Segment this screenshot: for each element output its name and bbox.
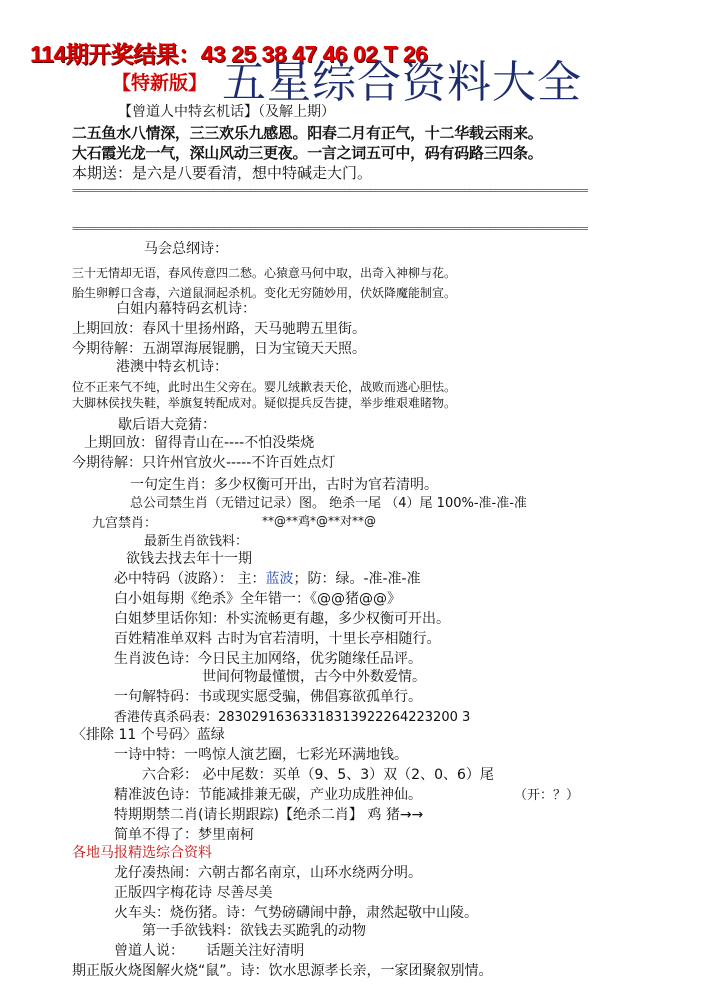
draw-result: 114期开奖结果：43 25 38 47 46 02 T 26 (30, 41, 428, 67)
text-line: 简单不得了：梦里南柯 (114, 827, 254, 843)
highlight-text: 蓝波 (265, 571, 294, 587)
text-line: 火车头：烧伤猪。诗：气势磅礴闹中静，肃然起敬中山陵。 (114, 905, 478, 921)
text-line: 一句解特码：书或现实愿受骗，佛倡寡欲孤单行。 (114, 689, 422, 705)
text-line: 精准波色诗：节能减排兼无碳，产业功成胜神仙。 (114, 787, 422, 803)
poem-line: 二五鱼水八情深，三三欢乐九感恩。阳春二月有正气，十二华载云雨来。 (72, 124, 543, 142)
poem-line: 今期待解：五湖罩海展锟鹏，日为宝镜天天照。 (72, 341, 366, 357)
section-heading: 白姐内幕特码玄机诗： (116, 301, 256, 317)
text-line: 总公司禁生肖（无错过记录）图。 绝杀一尾 （4）尾 100%-准-准-准 (130, 496, 527, 511)
poem-line: 上期回放：留得青山在----不怕没柴烧 (84, 435, 315, 451)
text-line: 期正版火烧图解火烧“鼠”。诗：饮水思源孝长亲，一家团聚叙别情。 (72, 963, 493, 979)
section-heading: 歇后语大竞猜： (118, 417, 216, 433)
section-heading: 各地马报精选综合资料 (72, 845, 212, 861)
text-line: 九宫禁肖： (92, 516, 158, 531)
page-title: 五星综合资料大全 (222, 57, 582, 108)
section-heading: 最新生肖欲钱料： (144, 534, 249, 549)
poem-line: 本期送：是六是八要看清，想中特碱走大门。 (72, 164, 373, 182)
section-heading: 马会总纲诗： (144, 241, 228, 257)
poem-line: 大脚林侯找失鞋，举旗复转配成对。疑似提兵反告捷，举步维艰难睹物。 (72, 396, 457, 410)
text-line: **@**鸡*@**对**@ (262, 514, 377, 528)
text-line: 百姓精准单双料 古时为官若清明，十里长亭相随行。 (114, 631, 441, 647)
poem-line: 今期待解：只许州官放火-----不许百姓点灯 (72, 455, 336, 471)
section-heading: 【曾道人中特玄机话】（及解上期） (118, 104, 335, 120)
text-line: 白姐梦里话你知：朴实流畅更有趣，多少权衡可开出。 (114, 611, 450, 627)
text-line: 香港传真杀码表：28302916363318313922264223200 3 (114, 710, 471, 725)
text-line: （开：？） (514, 788, 580, 803)
divider (72, 184, 588, 193)
text-line: 第一手欲钱料：欲钱去买跪乳的动物 (142, 923, 366, 939)
text-line: 欲钱去找去年十一期 (126, 551, 252, 567)
poem-line: 位不正来气不纯，此时出生父旁在。婴儿绒歉表天伦，战败而逃心胆怯。 (72, 380, 457, 394)
text-line: 龙仔凑热闹：六朝古都名南京，山环水绕两分明。 (114, 865, 422, 881)
text-line: 曾道人说： 话题关注好清明 (114, 943, 305, 959)
text-line: 一诗中特：一鸣惊人演艺圈，七彩光环满地钱。 (114, 747, 408, 763)
edition-label: 【特新版】 (112, 72, 208, 94)
poem-line: 三十无情却无语，春风传意四二愁。心猿意马何中取，出奇入神柳与花。 (72, 266, 457, 280)
text-line: 世间何物最懂惯，古今中外数爱情。 (202, 669, 426, 685)
text-line: 六合彩： 必中尾数：买单（9、5、3）双（2、0、6）尾 (142, 767, 494, 783)
label: 必中特码（波路）： 主： (114, 571, 266, 587)
divider (72, 222, 588, 231)
text-line: 一句定生肖：多少权衡可开出，古时为官若清明。 (130, 477, 438, 493)
text-line: 特期期禁二肖(请长期跟踪)【绝杀二肖】 鸡 猪→→ (114, 807, 424, 823)
text-line: 白小姐每期《绝杀》全年错一：《@@猪@@》 (114, 591, 401, 607)
text-line: 生肖波色诗：今日民主加网络，优劣随缘任品评。 (114, 651, 422, 667)
poem-line: 胎生卵孵口含毒，六道鼠洞起杀机。变化无穷随妙用，伏妖降魔能制宣。 (72, 286, 457, 300)
label: ；防：绿。-准-准-准 (293, 571, 421, 587)
text-line (114, 568, 421, 588)
text-line: 〈排除 11 个号码〉蓝绿 (72, 727, 225, 743)
text-line: 正版四字梅花诗 尽善尽美 (114, 885, 273, 901)
section-heading: 港澳中特玄机诗： (116, 359, 228, 375)
poem-line: 大石霞光龙一气，深山风动三更夜。一言之词五可中，码有码路三四条。 (72, 144, 543, 162)
poem-line: 上期回放：春风十里扬州路，天马驰聘五里街。 (72, 321, 366, 337)
